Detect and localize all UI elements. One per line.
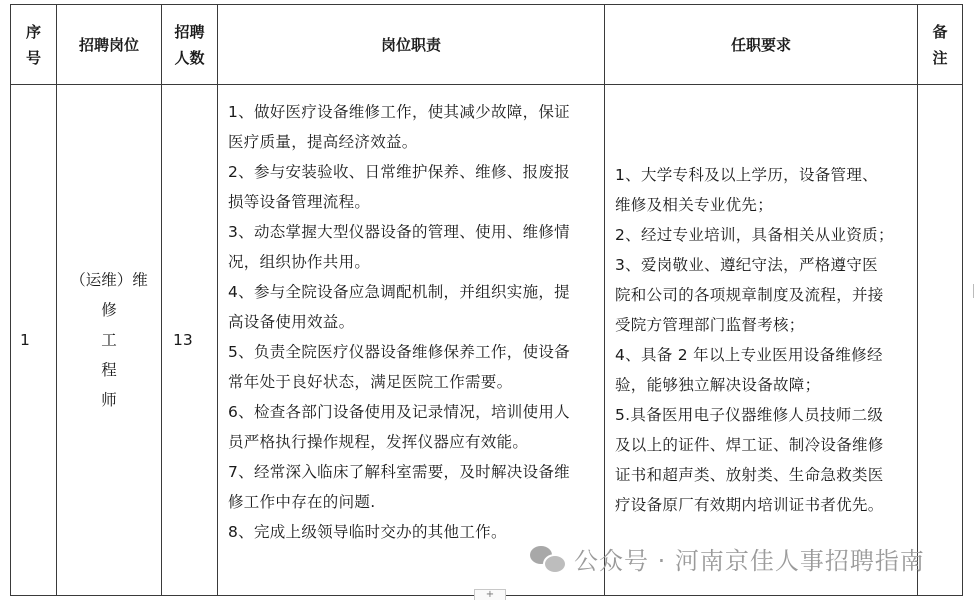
position-line: 工 [101,331,117,349]
duty-line: 常年处于良好状态，满足医院工作需要。 [228,373,513,391]
duty-line: 修工作中存在的问题. [228,493,376,511]
page-edge-marker [973,284,979,298]
duty-line: 医疗质量，提高经济效益。 [228,133,418,151]
recruitment-table [10,4,963,596]
duty-line: 6、检查各部门设备使用及记录情况，培训使用人 [228,403,570,421]
duty-line: 员严格执行操作规程，发挥仪器应有效能。 [228,433,529,451]
position-line: 程 [101,361,117,379]
row-remarks [918,85,963,596]
duty-line: 况，组织协作共用。 [228,253,371,271]
header-remarks-line-1: 备 [932,22,948,41]
requirement-line: 2、经过专业培训，具备相关从业资质； [615,226,894,244]
header-index [11,5,57,85]
requirement-line: 疗设备原厂有效期内培训证书者优先。 [615,496,884,514]
table-resize-handle[interactable]: + [474,589,506,600]
row-requirements [605,85,918,596]
header-count-line-1: 招聘 [174,22,205,41]
requirement-line: 院和公司的各项规章制度及流程，并接 [615,286,884,304]
requirement-line: 4、具备 2 年以上专业医用设备维修经 [615,346,883,364]
duty-line: 7、经常深入临床了解科室需要，及时解决设备维 [228,463,570,481]
watermark [530,541,925,576]
duty-line: 5、负责全院医疗仪器设备维修保养工作，使设备 [228,343,570,361]
header-index-line-1: 序 [25,22,41,41]
requirement-line: 1、大学专科及以上学历，设备管理、 [615,166,878,184]
header-remarks [918,5,963,85]
position-line: 师 [101,391,117,409]
duty-line: 8、完成上级领导临时交办的其他工作。 [228,523,507,541]
duty-line: 3、动态掌握大型仪器设备的管理、使用、维修情 [228,223,570,241]
requirement-line: 3、爱岗敬业、遵纪守法，严格遵守医 [615,256,878,274]
wechat-icon [530,544,566,574]
row-duties [218,85,605,596]
row-index: 1 [11,85,57,596]
header-row [11,5,963,85]
duty-line: 2、参与安装验收、日常维护保养、维修、报废报 [228,163,570,181]
requirement-line: 5.具备医用电子仪器维修人员技师二级 [615,406,884,424]
position-line: （运维）维 [70,271,148,289]
duty-line: 高设备使用效益。 [228,313,355,331]
header-index-line-2: 号 [25,48,41,67]
header-position: 招聘岗位 [57,5,162,85]
requirement-line: 及以上的证件、焊工证、制冷设备维修 [615,436,884,454]
duty-line: 1、做好医疗设备维修工作，使其减少故障，保证 [228,103,570,121]
requirement-line: 受院方管理部门监督考核； [615,316,805,334]
duty-line: 损等设备管理流程。 [228,193,371,211]
duty-line: 4、参与全院设备应急调配机制，并组织实施，提 [228,283,570,301]
header-count-line-2: 人数 [174,48,205,67]
requirement-line: 维修及相关专业优先； [615,196,774,214]
row-count: 13 [162,85,218,596]
table-row [11,85,963,596]
requirement-line: 证书和超声类、放射类、生命急救类医 [615,466,884,484]
header-count [162,5,218,85]
header-remarks-line-2: 注 [932,48,948,67]
row-position [57,85,162,596]
watermark-text: 公众号 · 河南京佳人事招聘指南 [574,547,925,575]
header-duties: 岗位职责 [218,5,605,85]
header-requirements: 任职要求 [605,5,918,85]
position-line: 修 [101,301,117,319]
requirement-line: 验，能够独立解决设备故障； [615,376,821,394]
